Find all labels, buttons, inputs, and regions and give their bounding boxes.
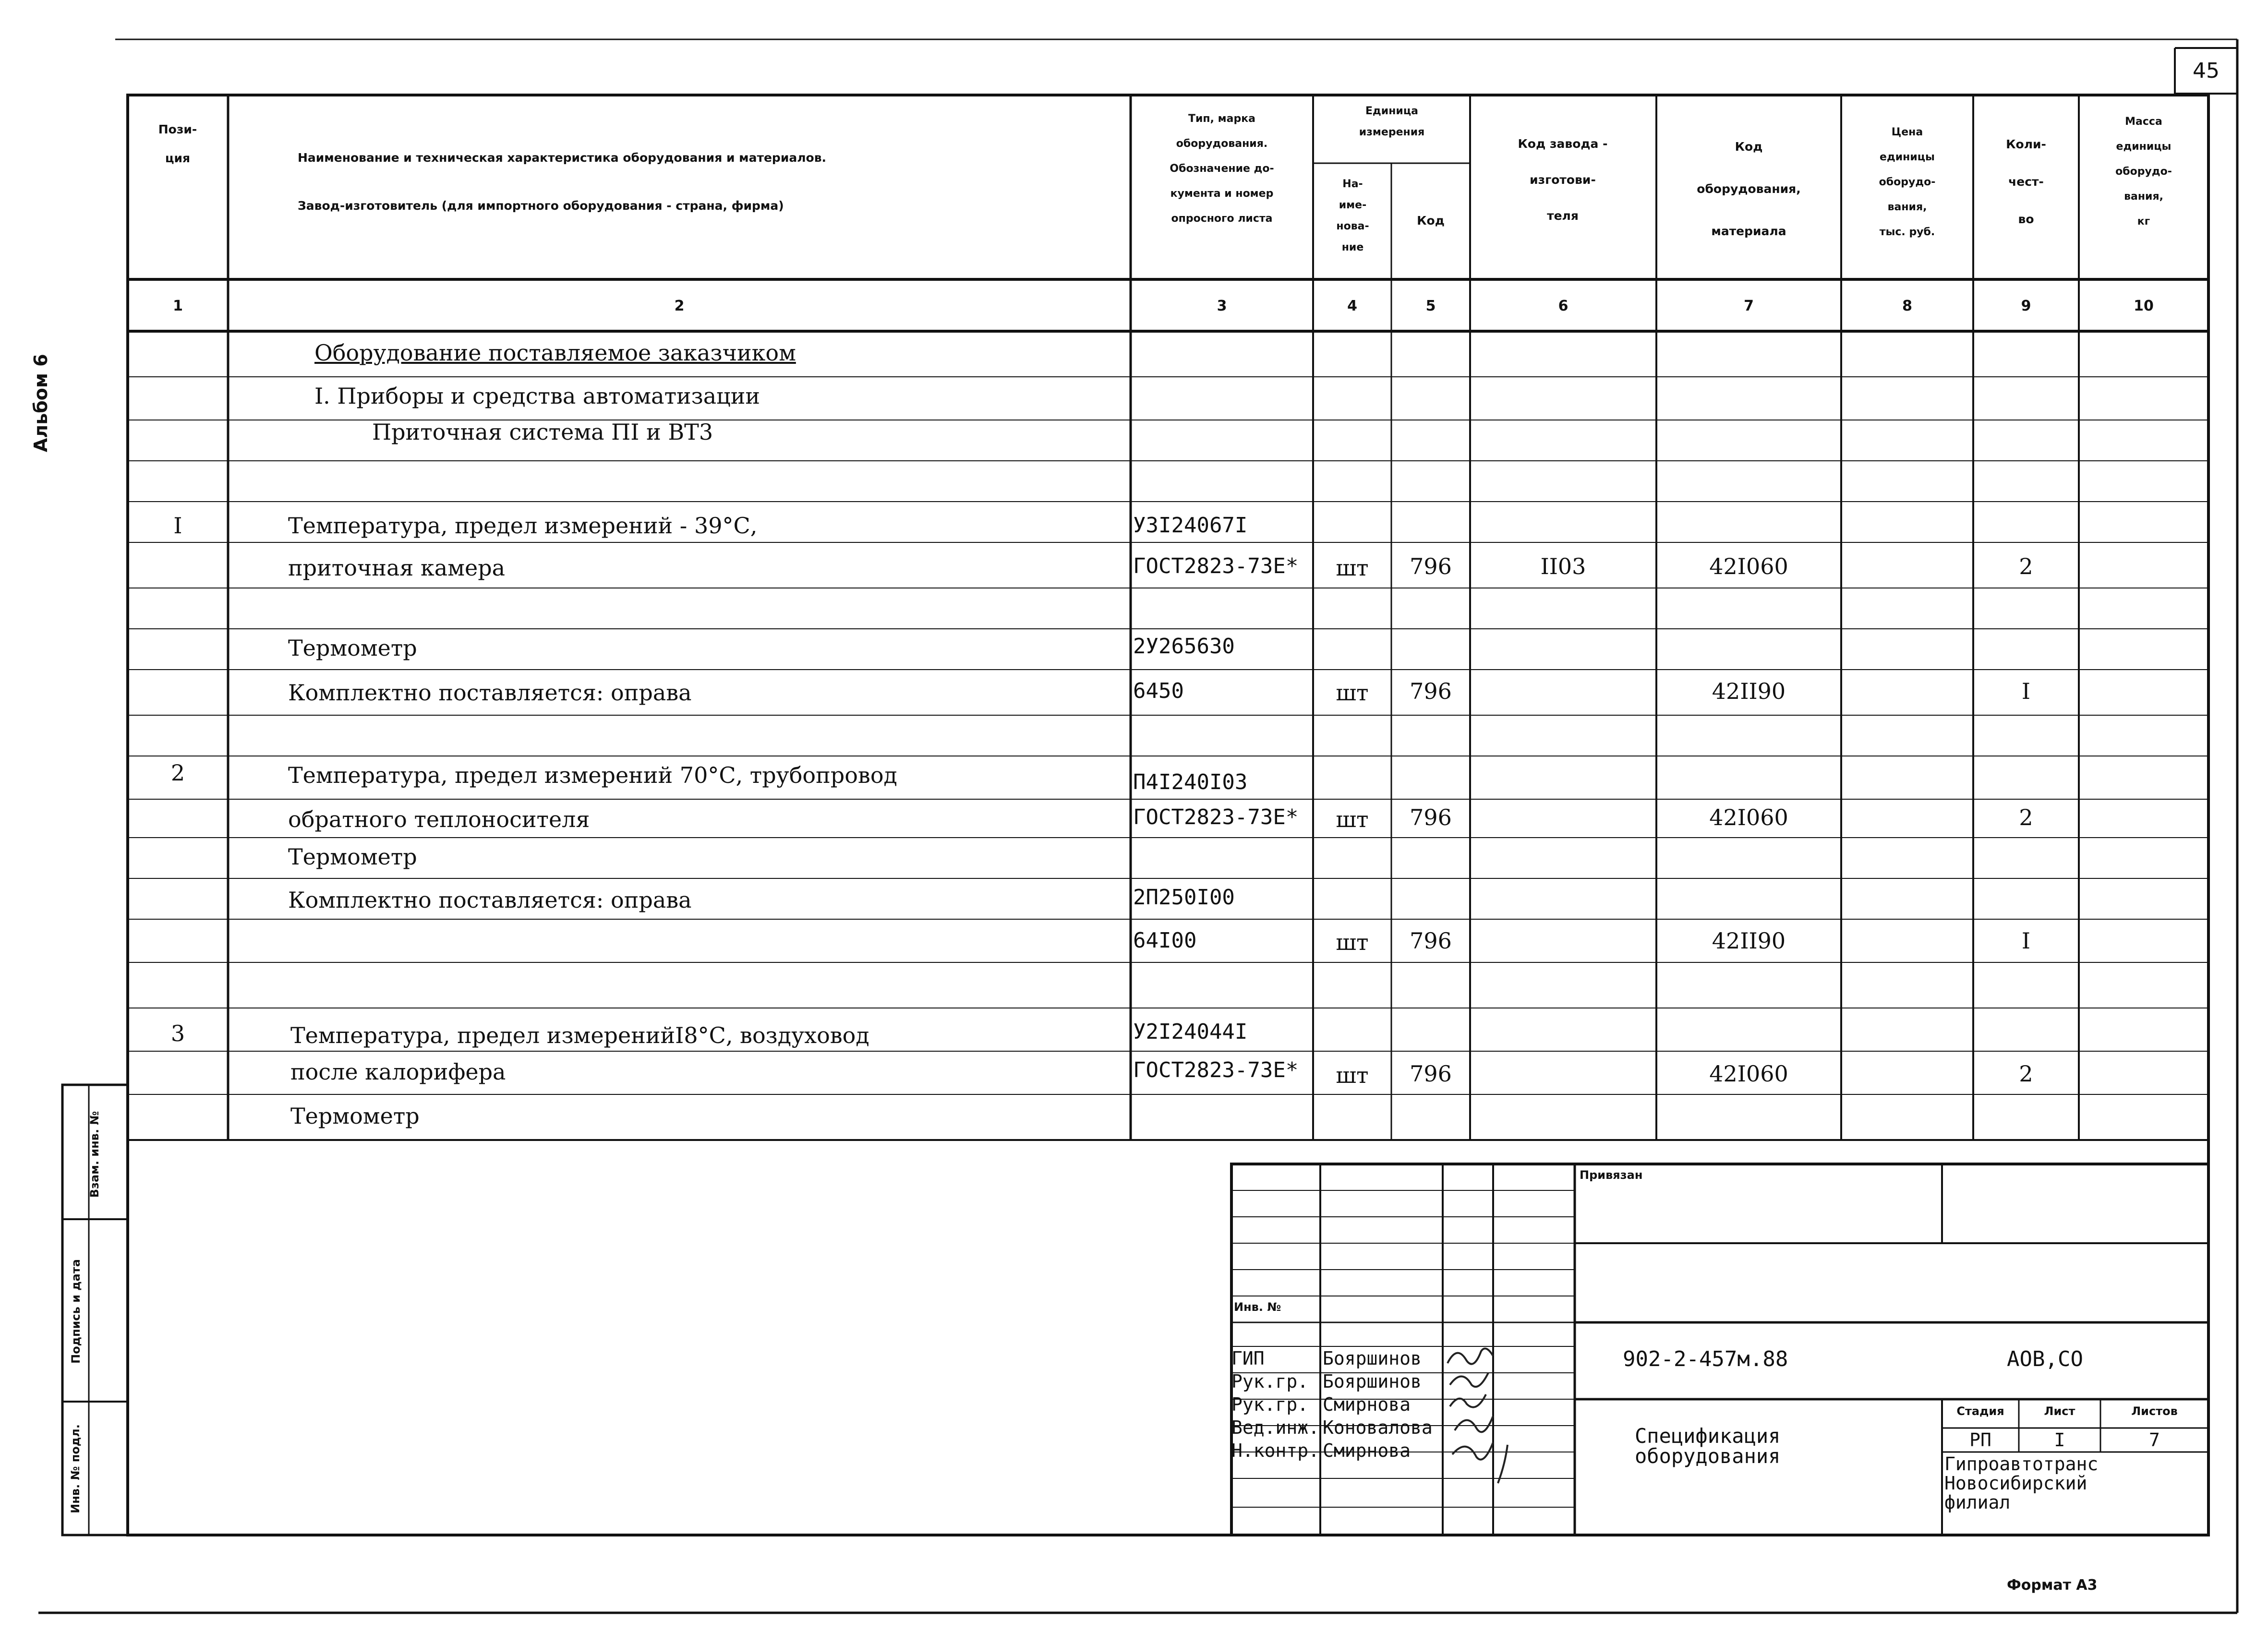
- header-unit-code: Код: [1417, 214, 1445, 228]
- item-unit: шт: [1336, 555, 1369, 581]
- item-name: Термометр: [288, 635, 417, 661]
- column-number: 1: [173, 298, 183, 314]
- header-mass: Масса единицы оборудо- вания, кг: [2115, 116, 2172, 228]
- header-position: Пози- ция: [158, 122, 197, 165]
- header-unit-name: На- име- нова- ние: [1336, 178, 1369, 253]
- staff-name: Коновалова: [1323, 1417, 1433, 1438]
- staff-name: Бояршинов: [1323, 1371, 1422, 1392]
- column-number: 8: [1902, 298, 1912, 314]
- sheets-value: 7: [2149, 1429, 2160, 1451]
- item-equipment-code: 42I060: [1709, 553, 1788, 579]
- header-name-line1: Наименование и техническая характеристика оборудования и материалов.: [298, 151, 827, 165]
- inventory-number-label: Инв. №: [1234, 1300, 1281, 1314]
- item-type: ГОСТ2823-73Е*: [1133, 554, 1299, 578]
- staff-name: Бояршинов: [1323, 1348, 1422, 1369]
- side-stamp-vzam: Взам. инв. №: [88, 1111, 101, 1198]
- item-name: обратного теплоносителя: [288, 806, 590, 832]
- column-number: 5: [1425, 298, 1436, 314]
- column-number: 2: [674, 298, 685, 314]
- staff-name: Смирнова: [1323, 1440, 1411, 1461]
- item-type: 2У265630: [1133, 634, 1235, 659]
- privyazan-label: Привязан: [1580, 1168, 1643, 1182]
- item-type: У3I24067I: [1133, 513, 1248, 538]
- item-unit: шт: [1336, 680, 1369, 706]
- staff-name: Смирнова: [1323, 1394, 1411, 1415]
- position-number: 2: [170, 760, 185, 786]
- header-name-line2: Завод-изготовитель (для импортного оборудования - страна, фирма): [298, 199, 784, 213]
- sheet-value: I: [2054, 1429, 2065, 1451]
- item-name: приточная камера: [288, 555, 506, 581]
- item-name: Термометр: [290, 1103, 420, 1129]
- page-number: 45: [2193, 59, 2220, 83]
- item-unit: шт: [1336, 1062, 1369, 1088]
- item-type: ГОСТ2823-73Е*: [1133, 1058, 1299, 1082]
- item-quantity: 2: [2019, 1061, 2033, 1087]
- item-unit-code: 796: [1410, 928, 1452, 954]
- item-equipment-code: 42II90: [1712, 678, 1786, 704]
- sheet-label: Лист: [2044, 1404, 2075, 1418]
- item-equipment-code: 42I060: [1709, 1061, 1788, 1087]
- organization-line3: филиал: [1944, 1492, 2011, 1513]
- header-factory-code: Код завода - изготови- теля: [1518, 137, 1608, 223]
- sheet-code: АОВ,СО: [2007, 1347, 2083, 1371]
- item-name: Термометр: [288, 844, 417, 870]
- staff-role: Вед.инж.: [1231, 1417, 1320, 1438]
- document-title-line2: оборудования: [1635, 1444, 1781, 1468]
- item-unit: шт: [1336, 806, 1369, 832]
- system-heading: Приточная система ПI и ВТ3: [372, 419, 713, 445]
- header-unit: Единица измерения: [1359, 105, 1425, 138]
- position-number: I: [173, 513, 182, 539]
- column-number: 6: [1558, 298, 1568, 314]
- item-quantity: I: [2021, 928, 2031, 954]
- document-title-line1: Спецификация: [1635, 1424, 1781, 1448]
- item-name: Температура, предел измерений - 39°С,: [288, 513, 758, 539]
- organization-line2: Новосибирский: [1944, 1473, 2087, 1494]
- staff-role: Н.контр.: [1231, 1440, 1320, 1461]
- item-unit-code: 796: [1410, 553, 1452, 579]
- header-type: Тип, марка оборудования. Обозначение до- кумента и номер опросного листа: [1170, 113, 1274, 225]
- item-name: после калорифера: [290, 1059, 506, 1085]
- item-type: У2I24044I: [1133, 1020, 1248, 1044]
- item-name: Комплектно поставляется: оправа: [288, 680, 692, 706]
- side-stamp-podpis: Подпись и дата: [69, 1259, 83, 1364]
- item-quantity: 2: [2019, 804, 2033, 830]
- item-quantity: I: [2021, 678, 2031, 704]
- item-equipment-code: 42I060: [1709, 804, 1788, 830]
- item-type: П4I240I03: [1133, 770, 1248, 794]
- side-stamp-inv-podl: Инв. № подл.: [69, 1424, 82, 1513]
- item-name: Температура, предел измеренийI8°С, воздуховод: [290, 1022, 869, 1048]
- document-code: 902-2-457м.88: [1623, 1347, 1788, 1371]
- header-price: Цена единицы оборудо- вания, тыс. руб.: [1879, 126, 1936, 238]
- position-number: 3: [170, 1020, 185, 1046]
- section-subheading: I. Приборы и средства автоматизации: [314, 383, 760, 409]
- column-number: 4: [1347, 298, 1357, 314]
- item-factory-code: II03: [1540, 553, 1586, 579]
- item-unit: шт: [1336, 929, 1369, 955]
- column-number: 9: [2021, 298, 2031, 314]
- header-equipment-code: Код оборудования, материала: [1697, 140, 1801, 238]
- stage-value: РП: [1969, 1429, 1991, 1451]
- item-name: Температура, предел измерений 70°С, трубопровод: [288, 762, 897, 788]
- item-name: Комплектно поставляется: оправа: [288, 887, 692, 913]
- column-number: 3: [1217, 298, 1227, 314]
- item-unit-code: 796: [1410, 1061, 1452, 1087]
- staff-role: Рук.гр.: [1231, 1371, 1309, 1392]
- item-equipment-code: 42II90: [1712, 928, 1786, 954]
- section-heading: Оборудование поставляемое заказчиком: [314, 340, 796, 366]
- item-unit-code: 796: [1410, 804, 1452, 830]
- album-label: Альбом 6: [30, 354, 51, 452]
- item-type: 64I00: [1133, 928, 1197, 953]
- format-label: Формат А3: [2007, 1577, 2098, 1594]
- stage-label: Стадия: [1956, 1404, 2004, 1418]
- column-number: 7: [1744, 298, 1754, 314]
- header-quantity: Коли- чест- во: [2006, 137, 2046, 226]
- staff-role: ГИП: [1231, 1348, 1265, 1369]
- staff-role: Рук.гр.: [1231, 1394, 1309, 1415]
- sheets-label: Листов: [2131, 1404, 2178, 1418]
- item-type: 6450: [1133, 679, 1184, 703]
- column-number: 10: [2134, 298, 2154, 314]
- organization-line1: Гипроавтотранс: [1944, 1453, 2099, 1475]
- item-type: ГОСТ2823-73Е*: [1133, 805, 1299, 829]
- item-unit-code: 796: [1410, 678, 1452, 704]
- item-type: 2П250I00: [1133, 885, 1235, 910]
- item-quantity: 2: [2019, 553, 2033, 579]
